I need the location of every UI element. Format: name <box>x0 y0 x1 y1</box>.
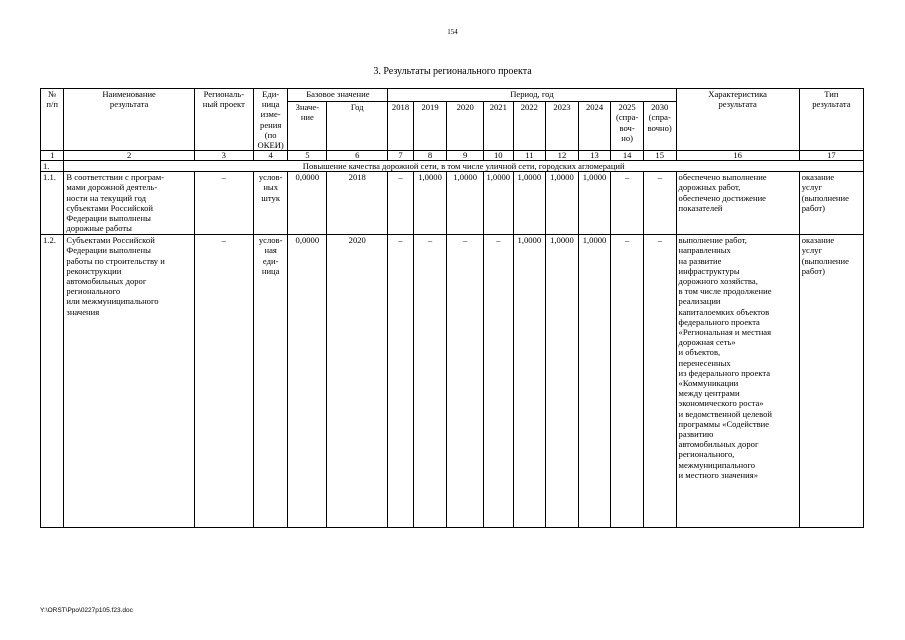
column-number: 7 <box>388 151 413 161</box>
column-number: 14 <box>611 151 644 161</box>
column-number: 10 <box>484 151 514 161</box>
row-value: 1,0000 <box>447 172 484 235</box>
row-type: оказание услуг (выполнение работ) <box>799 172 863 235</box>
row-name: В соответствии с програм- мами дорожной деятель- ности на текущий год субъектами Российской Федерации выполнены дорожные работы <box>64 172 194 235</box>
row-value: 1,0000 <box>578 172 611 235</box>
header-period: Период, год <box>388 89 676 102</box>
row-characteristic: обеспечено выполнение дорожных работ, обеспечено достижение показателей <box>676 172 799 235</box>
column-number: 12 <box>546 151 579 161</box>
page-number: 154 <box>447 28 458 36</box>
row-value: – <box>643 172 676 235</box>
row-characteristic: выполнение работ, направленных на развитие инфраструктуры дорожного хозяйства, в том числе продолжение реализации капиталоемких объектов федерального проекта «Региональная и местная дорожная сеть» и объектов, перенесенных из федерального проекта «Коммуникации между центрами экономического роста» и ведомственной целевой программы «Содействие развитию автомобильных дорог регионального, межмуниципального и местного значения» <box>676 235 799 528</box>
column-number: 11 <box>513 151 546 161</box>
row-type: оказание услуг (выполнение работ) <box>799 235 863 528</box>
results-table <box>40 88 864 528</box>
section-title: 3. Результаты регионального проекта <box>373 66 532 77</box>
row-value: 1,0000 <box>513 235 546 528</box>
row-value: 1,0000 <box>513 172 546 235</box>
header-year: 2021 <box>484 102 514 151</box>
header-year: 2018 <box>388 102 413 151</box>
row-base-value: 0,0000 <box>288 172 327 235</box>
row-value: 1,0000 <box>484 172 514 235</box>
row-value: 1,0000 <box>578 235 611 528</box>
header-base-value: Значе- ние <box>288 102 327 151</box>
row-unit: услов- ная еди- ница <box>253 235 288 528</box>
column-number: 8 <box>413 151 447 161</box>
header-characteristic: Характеристика результата <box>676 89 799 151</box>
column-number: 3 <box>194 151 253 161</box>
table-row <box>41 235 864 528</box>
row-regional: – <box>194 235 253 528</box>
row-regional: – <box>194 172 253 235</box>
row-value: – <box>643 235 676 528</box>
row-value: 1,0000 <box>546 235 579 528</box>
header-num: № п/п <box>41 89 64 151</box>
row-base-value: 0,0000 <box>288 235 327 528</box>
group-row <box>41 161 864 172</box>
header-name: Наименование результата <box>64 89 194 151</box>
header-year: 2019 <box>413 102 447 151</box>
footer-file-path: Y:\ORST\Ppo\0227p105.f23.doc <box>40 607 133 614</box>
column-numbers-row <box>41 151 864 161</box>
header-year: 2023 <box>546 102 579 151</box>
column-number: 5 <box>288 151 327 161</box>
header-base: Базовое значение <box>288 89 388 102</box>
group-num: 1. <box>41 161 64 172</box>
header-base-year: Год <box>327 102 388 151</box>
row-num: 1.2. <box>41 235 64 528</box>
column-number: 6 <box>327 151 388 161</box>
group-title: Повышение качества дорожной сети, в том числе уличной сети, городских агломераций <box>64 161 864 172</box>
column-number: 15 <box>643 151 676 161</box>
row-num: 1.1. <box>41 172 64 235</box>
column-number: 4 <box>253 151 288 161</box>
table-row <box>41 172 864 235</box>
header-year: 2030 (спра- вочно) <box>643 102 676 151</box>
header-year: 2020 <box>447 102 484 151</box>
row-value: – <box>447 235 484 528</box>
header-unit: Еди- ница изме- рения (по ОКЕИ) <box>253 89 288 151</box>
row-value: 1,0000 <box>546 172 579 235</box>
header-regional: Региональ- ный проект <box>194 89 253 151</box>
row-value: – <box>388 172 413 235</box>
header-year: 2024 <box>578 102 611 151</box>
header-row-1 <box>41 89 864 102</box>
row-base-year: 2020 <box>327 235 388 528</box>
header-type: Тип результата <box>799 89 863 151</box>
column-number: 16 <box>676 151 799 161</box>
header-year: 2025 (спра- воч- но) <box>611 102 644 151</box>
row-value: – <box>484 235 514 528</box>
row-unit: услов- ных штук <box>253 172 288 235</box>
row-value: – <box>611 235 644 528</box>
column-number: 1 <box>41 151 64 161</box>
column-number: 13 <box>578 151 611 161</box>
header-year: 2022 <box>513 102 546 151</box>
row-value: – <box>611 172 644 235</box>
row-value: – <box>413 235 447 528</box>
row-value: 1,0000 <box>413 172 447 235</box>
row-value: – <box>388 235 413 528</box>
column-number: 17 <box>799 151 863 161</box>
row-name: Субъектами Российской Федерации выполнены работы по строительству и реконструкции автомобильных дорог регионального или межмуниципального значения <box>64 235 194 528</box>
column-number: 9 <box>447 151 484 161</box>
row-base-year: 2018 <box>327 172 388 235</box>
column-number: 2 <box>64 151 194 161</box>
